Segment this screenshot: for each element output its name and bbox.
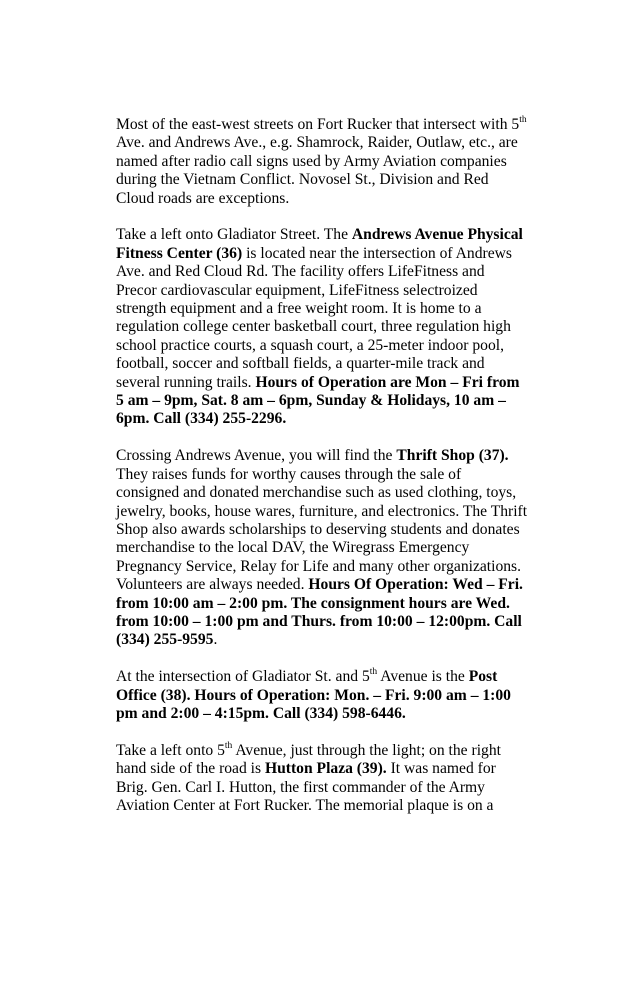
paragraph-thrift-shop (116, 447, 528, 649)
text-span: At the intersection of Gladiator St. and 5 (116, 668, 370, 686)
text-span: Most of the east-west streets on Fort Rucker that intersect with (116, 116, 512, 133)
bold-text: Hutton Plaza (39). (264, 760, 387, 778)
paragraph-hutton-plaza (116, 742, 528, 816)
superscript-ordinal: th (519, 114, 527, 125)
bold-text: Andrews Avenue Physical Fitness Center (36) (116, 226, 523, 262)
text-span: Take a left onto 5 (116, 741, 225, 759)
paragraph-street-names (116, 116, 528, 208)
paragraph-post-office (116, 668, 528, 723)
paragraph-fitness-center (116, 226, 528, 428)
bold-text: Hours Of Operation: Wed – Fri. from 10:00 am – 2:00 pm. The consignment hours are Wed. from 10:00 – 1:00 pm and Thurs. from 10:00 – 12:00pm. Call (334) 255-9595 (116, 576, 523, 649)
document-body (116, 116, 528, 815)
text-span: . (213, 631, 218, 649)
superscript-ordinal: th (224, 740, 233, 751)
text-span: Avenue, just through the light; on the right hand side of the road is (116, 741, 501, 778)
bold-text: Post Office (38). Hours of Operation: Mon. – Fri. 9:00 am – 1:00 pm and 2:00 – 4:15pm. Call (334) 598-6446. (116, 668, 511, 722)
text-span: 5 (511, 116, 520, 133)
superscript-ordinal: th (369, 666, 378, 677)
text-span: Ave. and Andrews Ave., e.g. Shamrock, Raider, Outlaw, etc., are named after radio call signs used by Army Aviation companies during the Vietnam Conflict. Novosel St., Division and Red Cloud roads are exceptions. (116, 134, 518, 207)
text-span: Avenue is the (377, 668, 469, 686)
text-span: Take a left onto Gladiator Street. The (116, 226, 352, 244)
bold-text: Thrift Shop (37). (396, 447, 509, 465)
bold-text: Hours of Operation are Mon – Fri from 5 am – 9pm, Sat. 8 am – 6pm, Sunday & Holidays, 10 am – 6pm. Call (334) 255-2296. (116, 373, 520, 428)
text-span: They raises funds for worthy causes through the sale of consigned and donated merchandise such as used clothing, toys, jewelry, books, house wares, furniture, and electronics. The Thrift Shop also awards scholarships to deserving students and donates merchandise to the local DAV, the Wiregrass Emergency Pregnancy Service, Relay for Life and many other organizations. Volunteers are always needed. (116, 465, 528, 594)
text-span: It was named for Brig. Gen. Carl I. Hutton, the first commander of the Army Aviation Center at Fort Rucker. The memorial plaque is on a (116, 760, 496, 814)
text-span: is located near the intersection of Andrews Ave. and Red Cloud Rd. The facility offers LifeFitness and Precor cardiovascular equipment, LifeFitness selectroized strength equipment and a free weight room. It is home to a regulation college center basketball court, three regulation high school practice courts, a squash court, a 25-meter indoor pool, football, soccer and softball fields, a quarter-mile track and several running trails. (116, 244, 512, 391)
text-span: Crossing Andrews Avenue, you will find the (116, 447, 397, 465)
